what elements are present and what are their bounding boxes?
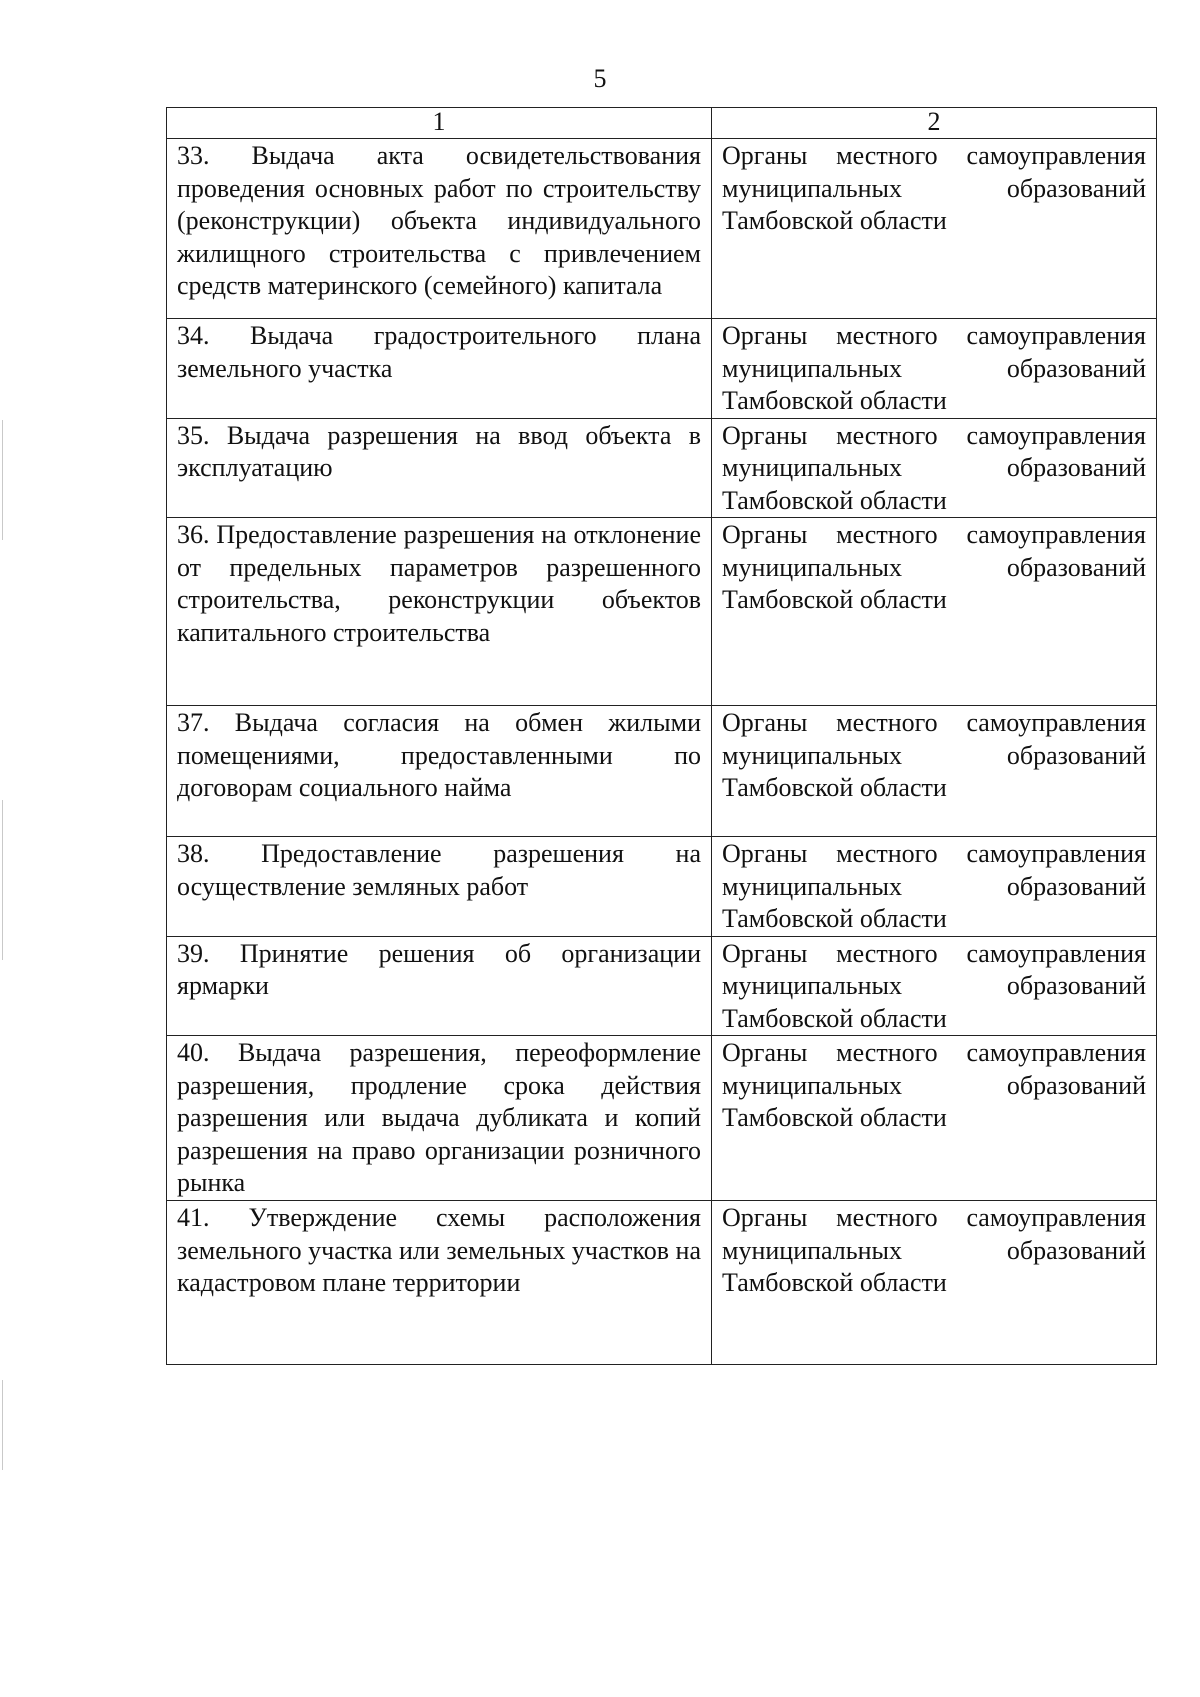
authority-cell: Органы местного самоуправления муниципальных образований Тамбовской области — [712, 139, 1157, 319]
authority-cell: Органы местного самоуправления муниципальных образований Тамбовской области — [712, 1036, 1157, 1201]
authority-cell: Органы местного самоуправления муниципальных образований Тамбовской области — [712, 418, 1157, 518]
service-cell: 35. Выдача разрешения на ввод объекта в эксплуатацию — [167, 418, 712, 518]
service-cell: 33. Выдача акта освидетельствования проведения основных работ по строительству (реконструкции) объекта индивидуального жилищного строительства с привлечением средств материнского (семейного) капитала — [167, 139, 712, 319]
table-row — [167, 139, 1157, 319]
service-cell: 34. Выдача градостроительного плана земельного участка — [167, 319, 712, 419]
service-cell: 40. Выдача разрешения, переоформление разрешения, продление срока действия разрешения или выдача дубликата и копий разрешения на право организации розничного рынка — [167, 1036, 712, 1201]
scan-edge-mark — [2, 800, 3, 960]
service-cell: 41. Утверждение схемы расположения земельного участка или земельных участков на кадастровом плане территории — [167, 1201, 712, 1365]
scan-edge-mark — [2, 1380, 3, 1470]
page-number: 5 — [593, 64, 607, 93]
table-row — [167, 936, 1157, 1036]
column-header-1: 1 — [167, 108, 712, 139]
table-row — [167, 1201, 1157, 1365]
authority-cell: Органы местного самоуправления муниципальных образований Тамбовской области — [712, 936, 1157, 1036]
authority-cell: Органы местного самоуправления муниципальных образований Тамбовской области — [712, 706, 1157, 837]
table-row — [167, 837, 1157, 937]
authority-cell: Органы местного самоуправления муниципальных образований Тамбовской области — [712, 837, 1157, 937]
service-cell: 37. Выдача согласия на обмен жилыми помещениями, предоставленными по договорам социального найма — [167, 706, 712, 837]
table-row — [167, 518, 1157, 706]
table-row — [167, 706, 1157, 837]
table-row — [167, 1036, 1157, 1201]
service-cell: 38. Предоставление разрешения на осуществление земляных работ — [167, 837, 712, 937]
service-cell: 39. Принятие решения об организации ярмарки — [167, 936, 712, 1036]
authority-cell: Органы местного самоуправления муниципальных образований Тамбовской области — [712, 319, 1157, 419]
table-row — [167, 319, 1157, 419]
scan-edge-mark — [2, 420, 3, 540]
services-table — [166, 107, 1157, 1365]
table-row — [167, 418, 1157, 518]
table-header-row — [167, 108, 1157, 139]
authority-cell: Органы местного самоуправления муниципальных образований Тамбовской области — [712, 1201, 1157, 1365]
column-header-2: 2 — [712, 108, 1157, 139]
authority-cell: Органы местного самоуправления муниципальных образований Тамбовской области — [712, 518, 1157, 706]
service-cell: 36. Предоставление разрешения на отклонение от предельных параметров разрешенного строительства, реконструкции объектов капитального строительства — [167, 518, 712, 706]
